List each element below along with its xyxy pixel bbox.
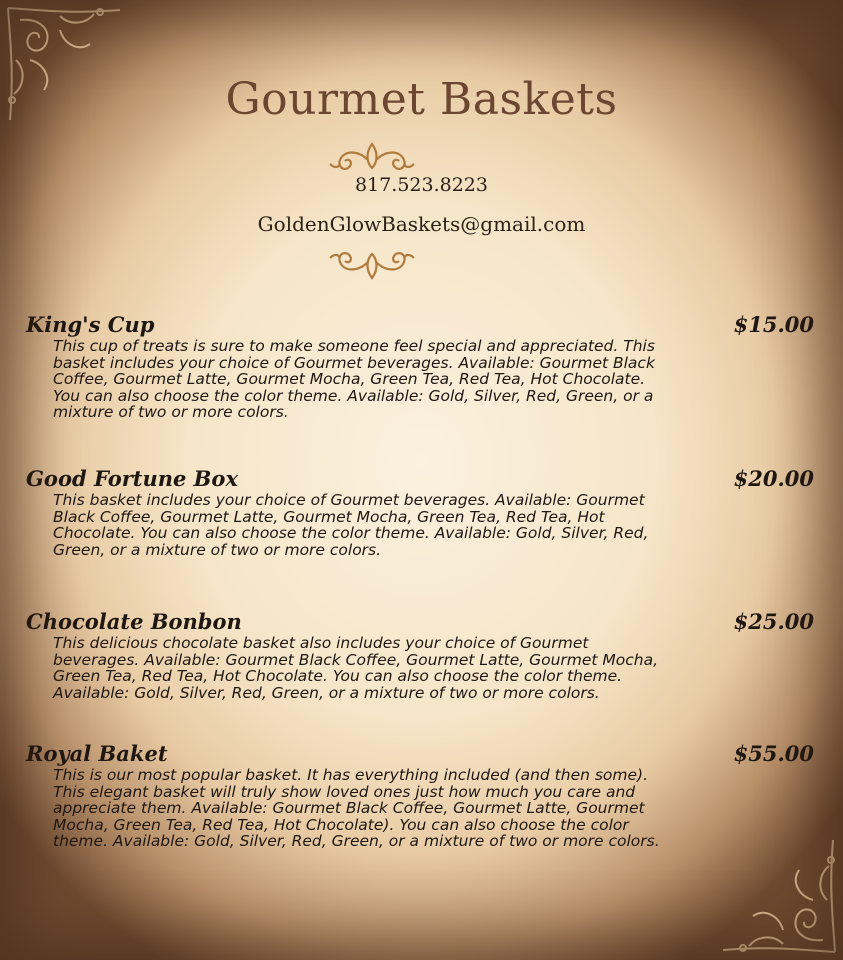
menu-item-good-fortune-box — [26, 466, 816, 558]
item-description: This delicious chocolate basket also includes your choice of Gourmet beverages. Available: Gourmet Black Coffee, Gourmet Latte, Gourmet Mocha, Green Tea, Red Tea, Hot Chocolate. You can also choose the color theme. Available: Gold, Silver, Red, Green, or a mixture of two or more colors. — [53, 634, 659, 702]
menu-item-chocolate-bonbon — [26, 609, 816, 701]
item-description: This is our most popular basket. It has everything included (and then some). This elegant basket will truly show loved ones just how much you care and appreciate them. Available: Gourmet Black Coffee, Gourmet Latte, Gourmet Mocha, Green Tea, Red Tea, Hot Chocolate). You can also choose the color theme. Available: Gold, Silver, Red, Green, or a mixture of two or more colors. — [53, 766, 660, 851]
item-price: $55.00 — [733, 741, 814, 766]
item-name: Good Fortune Box — [26, 466, 238, 491]
item-name: Chocolate Bonbon — [26, 609, 242, 634]
ornament-top-icon — [322, 136, 422, 176]
menu-item-kings-cup — [26, 312, 816, 421]
item-name: King's Cup — [26, 312, 155, 337]
ornament-bottom-icon — [322, 246, 422, 286]
menu-item-royal-baket — [26, 741, 816, 850]
item-name: Royal Baket — [26, 741, 168, 766]
item-description: This cup of treats is sure to make someone feel special and appreciated. This basket includes your choice of Gourmet beverages. Available: Gourmet Black Coffee, Gourmet Latte, Gourmet Mocha, Green Tea, Red Tea, Hot Chocolate. You can also choose the color theme. Available: Gold, Silver, Red, Green, or a mixture of two or more colors. — [53, 337, 655, 422]
item-price: $20.00 — [733, 466, 814, 491]
item-price: $15.00 — [733, 312, 814, 337]
phone-number: 817.523.8223 — [355, 174, 488, 196]
email-address: GoldenGlowBaskets@gmail.com — [257, 212, 586, 236]
item-price: $25.00 — [733, 609, 814, 634]
item-description: This basket includes your choice of Gourmet beverages. Available: Gourmet Black Coffee, Gourmet Latte, Gourmet Mocha, Green Tea, Red Tea, Hot Chocolate. You can also choose the color theme. Available: Gold, Silver, Red, Green, or a mixture of two or more colors. — [53, 491, 649, 559]
page-title: Gourmet Baskets — [225, 74, 618, 125]
